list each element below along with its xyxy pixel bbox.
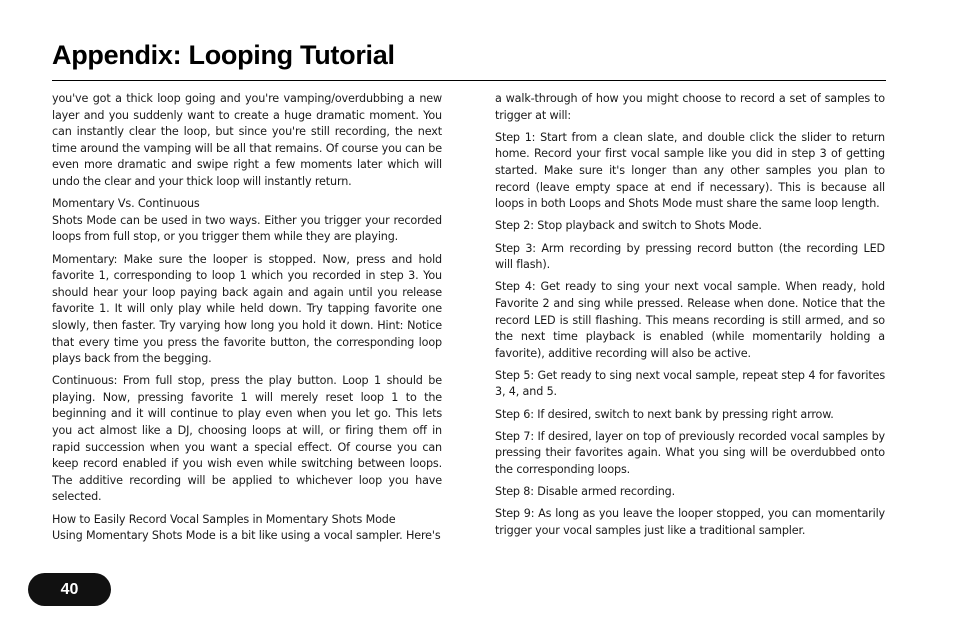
step-2: Step 2: Stop playback and switch to Shots Mode. [495,219,762,233]
step-6: Step 6: If desired, switch to next bank by pressing right arrow. [495,407,834,421]
step-4: Step 4: Get ready to sing your next vocal sample. When ready, hold Favorite 2 and sing while pressed. Release when done. Notice that the record LED is still flashing. This means recording is still armed, and so the next time playback is enabled (while momentarily holding a favorite), additive recording will also be active. [495,280,885,360]
paragraph-continuous: Continuous: From full stop, press the play button. Loop 1 should be playing. Now, pressing favorite 1 will merely reset loop 1 to the beginning and it will continue to play even when you let go. This lets you act almost like a DJ, choosing loops at will, or firing them off in rapid succession when you want a special effect. Of course you can keep record enabled if you wish even while switching between loops. The additive recording will be applied to whichever loop you have selected. [52,374,442,504]
left-column [52,91,442,550]
step-8: Step 8: Disable armed recording. [495,485,676,499]
paragraph-loop-clear: you've got a thick loop going and you're vamping/overdubbing a new layer and you suddenly want to create a huge dramatic moment. You can instantly clear the loop, but since you're still recording, the next time around the vamping will be all that remains. Of course you can be even more dramatic and swipe right a few moments later which will undo the clear and your thick loop will instantly return. [52,92,442,188]
paragraph-vocal-sampler-intro: Using Momentary Shots Mode is a bit like using a vocal sampler. Here's [52,529,441,543]
step-1: Step 1: Start from a clean slate, and double click the slider to return home. Record your first vocal sample like you did in step 3 of getting started. Make sure it's longer than any other samples you plan to record (leave empty space at end if necessary). This is because all loops in both Loops and Shots Mode must share the same loop length. [495,130,885,211]
paragraph-walkthrough: a walk-through of how you might choose to record a set of samples to trigger at will: [495,92,885,122]
right-column [495,91,885,545]
page-number-badge: 40 [28,573,111,606]
heading-vocal-samples: How to Easily Record Vocal Samples in Momentary Shots Mode [52,512,396,526]
step-9: Step 9: As long as you leave the looper stopped, you can momentarily trigger your vocal samples just like a traditional sampler. [495,507,885,537]
paragraph-momentary: Momentary: Make sure the looper is stopped. Now, press and hold favorite 1, corresponding to loop 1 which you recorded in step 3. You should hear your loop paying back again and again until you release favorite 1. It will only play while held down. Try tapping favorite one slowly, then faster. Try varying how long you hold it down. Hint: Notice that every time you press the favorite button, the corresponding loop plays back from the begging. [52,252,442,366]
heading-momentary-vs-continuous: Momentary Vs. Continuous [52,197,200,211]
step-5: Step 5: Get ready to sing next vocal sample, repeat step 4 for favorites 3, 4, and 5. [495,368,885,399]
page-title: Appendix: Looping Tutorial [52,40,395,70]
paragraph-shots-mode-intro: Shots Mode can be used in two ways. Either you trigger your recorded loops from full stop, or you trigger them while they are playing. [52,213,442,244]
title-divider [52,80,886,81]
step-7: Step 7: If desired, layer on top of previously recorded vocal samples by pressing their favorites again. What you sing will be overdubbed onto the corresponding loops. [495,429,885,477]
step-3: Step 3: Arm recording by pressing record button (the recording LED will flash). [495,241,885,272]
